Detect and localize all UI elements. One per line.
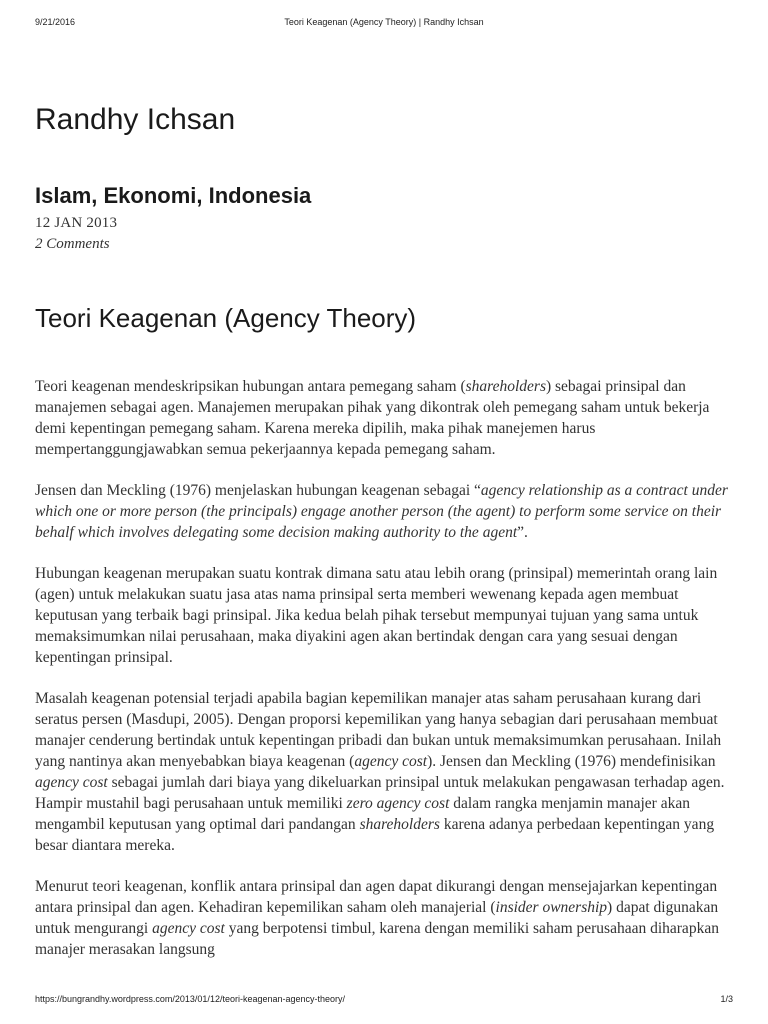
print-date: 9/21/2016 [35, 17, 76, 27]
page-content [35, 0, 735, 980]
paragraph-1: Teori keagenan mendeskripsikan hubungan antara pemegang saham (shareholders) sebagai prinsipal dan manajemen sebagai agen. Manajemen merupakan pihak yang dikontrak oleh pemegang saham untuk bekerja demi kepentingan pemegang saham. Karena mereka dipilih, maka pihak manejemen harus mempertanggungjawabkan semua pekerjaannya kepada pemegang saham. [35, 378, 710, 458]
paragraph-5: Menurut teori keagenan, konflik antara prinsipal dan agen dapat dikurangi dengan mensejajarkan kepentingan antara prinsipal dan agen. Kehadiran kepemilikan saham oleh manajerial (insider ownership) dapat digunakan untuk mengurangi agency cost yang berpotensi timbul, karena dengan memiliki saham perusahaan diharapkan manajer merasakan langsung [35, 878, 719, 958]
print-footer [35, 994, 733, 1006]
post-date[interactable]: 12 JAN 2013 [35, 215, 118, 231]
post-body [35, 376, 735, 980]
site-description: Islam, Ekonomi, Indonesia [35, 183, 312, 208]
site-title[interactable]: Randhy Ichsan [35, 103, 236, 136]
print-page-number: 1/3 [720, 994, 733, 1004]
post-title: Teori Keagenan (Agency Theory) [35, 303, 417, 333]
paragraph-4: Masalah keagenan potensial terjadi apabila bagian kepemilikan manajer atas saham perusahaan kurang dari seratus persen (Masdupi, 2005). Dengan proporsi kepemilikan yang hanya sebagian dari perusahaan membuat manajer cenderung bertindak untuk kepentingan pribadi dan bukan untuk memaksimumkan perusahaan. Inilah yang nantinya akan menyebabkan biaya keagenan (agency cost). Jensen dan Meckling (1976) mendefinisikan agency cost sebagai jumlah dari biaya yang dikeluarkan prinsipal untuk melakukan pengawasan terhadap agen. Hampir mustahil bagi perusahaan untuk memiliki zero agency cost dalam rangka menjamin manajer akan mengambil keputusan yang optimal dari pandangan shareholders karena adanya perbedaan kepentingan yang besar diantara mereka. [35, 690, 725, 854]
print-url: https://bungrandhy.wordpress.com/2013/01/12/teori-keagenan-agency-theory/ [35, 994, 346, 1004]
paragraph-2: Jensen dan Meckling (1976) menjelaskan hubungan keagenan sebagai “agency relationship as a contract under which one or more person (the principals) engage another person (the agent) to perform some service on their behalf which involves delegating some decision making authority to the agent”. [35, 482, 728, 541]
print-page-title: Teori Keagenan (Agency Theory) | Randhy Ichsan [284, 17, 484, 27]
paragraph-3: Hubungan keagenan merupakan suatu kontrak dimana satu atau lebih orang (prinsipal) memerintah orang lain (agen) untuk melakukan suatu jasa atas nama prinsipal serta memberi wewenang kepada agen membuat keputusan yang terbaik bagi prinsipal. Jika kedua belah pihak tersebut mempunyai tujuan yang sama untuk memaksimumkan nilai perusahaan, maka diyakini agen akan bertindak dengan cara yang sesuai dengan kepentingan prinsipal. [35, 565, 718, 666]
post-comments-link[interactable]: 2 Comments [35, 236, 110, 252]
